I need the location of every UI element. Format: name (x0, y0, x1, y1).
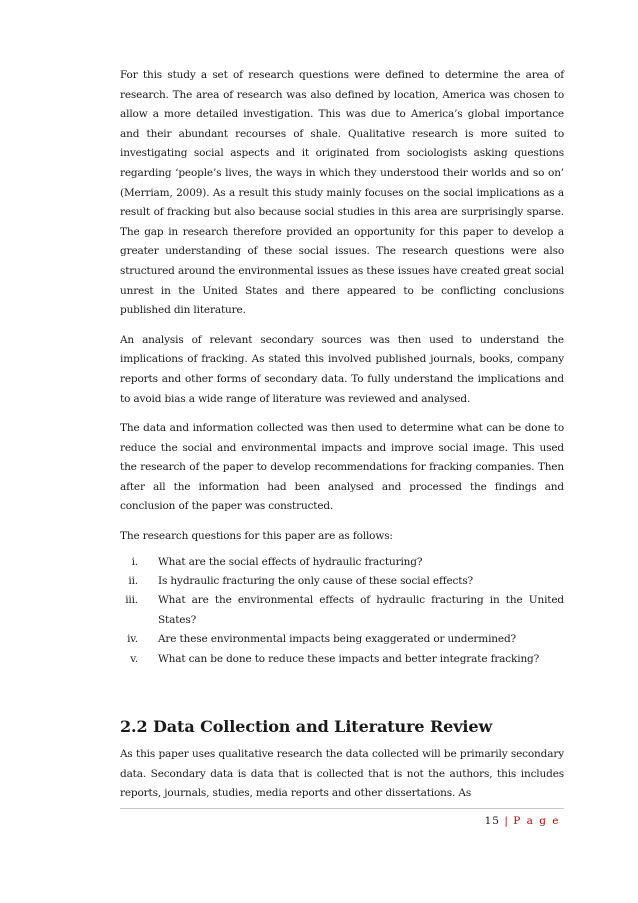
page-footer (485, 815, 560, 827)
paragraph-questions-intro: The research questions for this paper are as follows: (120, 530, 393, 543)
list-item-number: i. (131, 555, 138, 568)
page-label: P a g e (513, 815, 560, 827)
paragraph-secondary-sources: An analysis of relevant secondary sources was then used to understand the implications of fracking. As stated this involved published journals, books, company reports and other forms of secondary data. To fully understand the implications and to avoid bias a wide range of literature was reviewed and analysed. (120, 333, 564, 405)
list-item (120, 572, 564, 591)
list-item-text: What are the social effects of hydraulic fracturing? (158, 555, 423, 568)
paragraph-research-definition: For this study a set of research questions were defined to determine the area of research. The area of research was also defined by location, America was chosen to allow a more detailed investigation. This was due to America’s global importance and their abundant recourses of shale. Qualitative research is more suited to investigating social aspects and it originated from sociologists asking questions regarding ‘people’s lives, the ways in which they understood their worlds and so on’ (Merriam, 2009). As a result this study mainly focuses on the social implications as a result of fracking but also because social studies in this area are surprisingly sparse. The gap in research therefore provided an opportunity for this paper to develop a greater understanding of these social issues. The research questions were also structured around the environmental issues as these issues have created great social unrest in the United States and there appeared to be conflicting conclusions published din literature. (120, 69, 564, 317)
list-item-text: What are the environmental effects of hydraulic fracturing in the United States? (158, 594, 564, 626)
page-content (120, 66, 564, 814)
footer-divider (120, 808, 564, 809)
list-item-text: Is hydraulic fracturing the only cause of these social effects? (158, 575, 474, 588)
list-item-number: iv. (127, 633, 138, 646)
page-number: 15 (484, 815, 500, 827)
list-item (120, 553, 564, 572)
list-item-text: What can be done to reduce these impacts and better integrate fracking? (158, 652, 540, 665)
list-item (120, 591, 564, 630)
footer-separator: | (504, 815, 509, 827)
list-item-text: Are these environmental impacts being exaggerated or undermined? (158, 633, 517, 646)
list-item-number: ii. (128, 575, 138, 588)
list-item-number: v. (130, 652, 138, 665)
list-item-number: iii. (125, 594, 138, 607)
research-questions-list (120, 553, 564, 669)
paragraph-data-collection: As this paper uses qualitative research the data collected will be primarily secondary data. Secondary data is data that is collected that is not the authors, this includes reports, journals, studies, media reports and other dissertations. As (120, 748, 564, 800)
list-item (120, 650, 564, 669)
section-heading: 2.2 Data Collection and Literature Review (120, 717, 493, 737)
paragraph-data-usage: The data and information collected was then used to determine what can be done to reduce the social and environmental impacts and improve social image. This used the research of the paper to develop recommendations for fracking companies. Then after all the information had been analysed and processed the findings and conclusion of the paper was constructed. (120, 422, 564, 513)
list-item (120, 630, 564, 649)
